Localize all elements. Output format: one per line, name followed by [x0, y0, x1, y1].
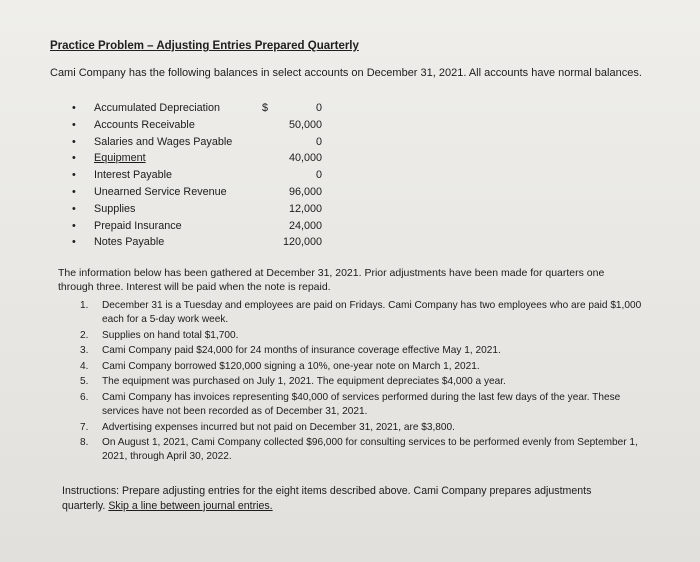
account-row: [72, 220, 362, 237]
list-item: [80, 391, 655, 419]
item-number: 6.: [80, 391, 89, 403]
item-text: Cami Company borrowed $120,000 signing a 10%, one-year note on March 1, 2021.: [102, 360, 480, 372]
account-amount: 0: [315, 169, 322, 182]
list-item: [80, 360, 655, 374]
account-amount: 0: [315, 135, 322, 148]
item-text: Cami Company has invoices representing $40,000 of services performed during the last few days of the year. These services have not been recorded as of December 31, 2021.: [102, 391, 621, 417]
item-number: 3.: [80, 345, 89, 357]
bullet-icon: •: [72, 202, 76, 215]
account-name: Equipment: [94, 152, 146, 165]
instructions-paragraph: [62, 484, 622, 513]
item-number: 7.: [80, 421, 89, 433]
account-name: Accounts Receivable: [94, 118, 195, 131]
instructions-underlined: Skip a line between journal entries.: [108, 499, 273, 512]
adjustment-items-list: [80, 299, 655, 466]
intro-paragraph: Cami Company has the following balances in select accounts on December 31, 2021. All accounts have normal balances.: [50, 67, 642, 79]
account-row: [72, 186, 362, 203]
instructions-text: Instructions: Prepare adjusting entries for the eight items described above. Cami Company prepares adjustments quarterly.: [62, 485, 592, 512]
bullet-icon: •: [72, 135, 76, 148]
item-number: 1.: [80, 300, 89, 311]
item-number: 5.: [80, 376, 89, 388]
currency-symbol: $: [262, 102, 269, 114]
list-item: [80, 299, 655, 327]
list-item: [80, 329, 655, 343]
bullet-icon: •: [72, 169, 76, 182]
account-name: Prepaid Insurance: [94, 219, 182, 232]
account-amount: 0: [315, 102, 322, 114]
bullet-icon: •: [72, 102, 76, 114]
account-name: Salaries and Wages Payable: [94, 135, 233, 148]
account-row: [72, 169, 362, 186]
account-amount: 24,000: [288, 219, 322, 232]
bullet-icon: •: [72, 118, 76, 131]
account-name: Unearned Service Revenue: [94, 185, 227, 198]
bullet-icon: •: [72, 219, 76, 232]
account-amount: 120,000: [282, 236, 322, 249]
bullet-icon: •: [72, 236, 76, 249]
account-row: [72, 136, 362, 153]
account-row: [72, 236, 362, 253]
item-text: December 31 is a Tuesday and employees are paid on Fridays. Cami Company has two employees who are paid $1,000 each for a 5-day work week.: [102, 300, 642, 325]
account-balances-list: [72, 102, 362, 253]
account-amount: 40,000: [288, 152, 322, 165]
bullet-icon: •: [72, 185, 76, 198]
account-name: Notes Payable: [94, 236, 165, 249]
account-row: [72, 203, 362, 220]
bullet-icon: •: [72, 152, 76, 165]
account-row: [72, 119, 362, 136]
item-number: 4.: [80, 360, 89, 372]
account-name: Supplies: [94, 202, 136, 215]
item-text: Advertising expenses incurred but not paid on December 31, 2021, are $3,800.: [102, 421, 455, 433]
item-text: Cami Company paid $24,000 for 24 months of insurance coverage effective May 1, 2021.: [102, 345, 501, 357]
item-number: 8.: [80, 437, 89, 449]
account-amount: 50,000: [288, 118, 322, 131]
info-paragraph: The information below has been gathered at December 31, 2021. Prior adjustments have been made for quarters one through three. Interest will be paid when the note is repaid.: [58, 267, 605, 293]
item-text: On August 1, 2021, Cami Company collected $96,000 for consulting services to be performed evenly from September 1, 2021, through April 30, 2022.: [102, 437, 638, 463]
account-amount: 12,000: [288, 202, 322, 215]
list-item: [80, 436, 655, 464]
account-row: [72, 102, 362, 119]
list-item: [80, 375, 655, 389]
account-row: [72, 152, 362, 169]
item-text: Supplies on hand total $1,700.: [102, 329, 239, 341]
page-title: Practice Problem – Adjusting Entries Prepared Quarterly: [50, 40, 359, 52]
account-amount: 96,000: [288, 185, 322, 198]
account-name: Accumulated Depreciation: [94, 102, 221, 114]
item-number: 2.: [80, 329, 89, 341]
account-name: Interest Payable: [94, 169, 173, 182]
list-item: [80, 344, 655, 358]
item-text: The equipment was purchased on July 1, 2021. The equipment depreciates $4,000 a year.: [102, 376, 506, 388]
list-item: [80, 421, 655, 435]
